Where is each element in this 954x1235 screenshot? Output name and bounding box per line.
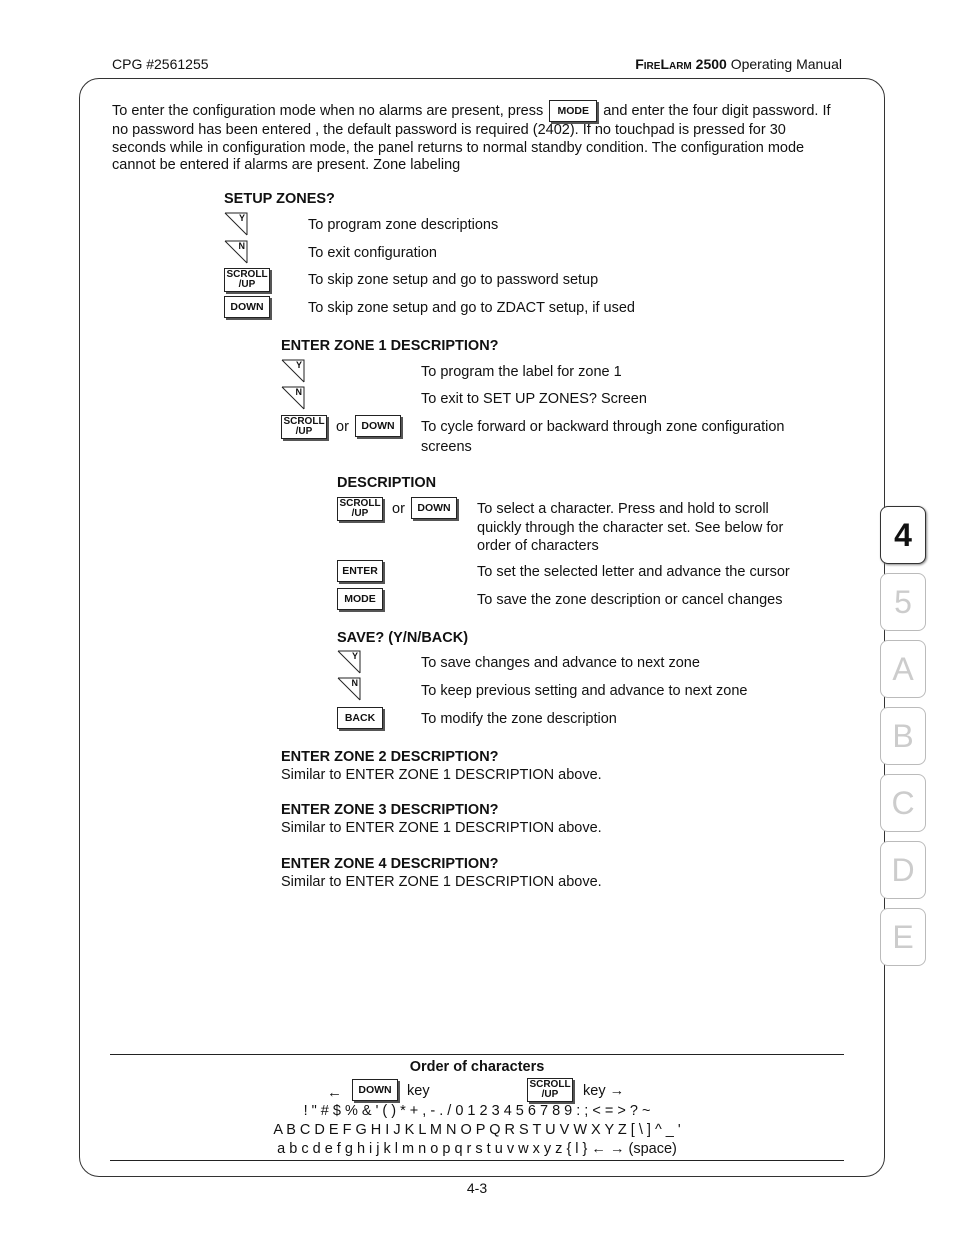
description-scroll-text: To select a character. Press and hold to scroll bbox=[477, 501, 769, 517]
setup-zones-y-text: To program zone descriptions bbox=[308, 217, 499, 233]
zone1-scroll-text: To cycle forward or backward through zone configuration bbox=[421, 419, 785, 435]
setup-zones-scroll-text: To skip zone setup and go to password setup bbox=[308, 272, 599, 288]
tab-b[interactable]: B bbox=[880, 707, 926, 765]
mode-key: MODE bbox=[549, 100, 597, 122]
chars-row-uppercase: A B C D E F G H I J K L M N O P Q R S T U V W X Y Z [ \ ] ^ _ ' bbox=[273, 1122, 681, 1138]
save-n-text: To keep previous setting and advance to next zone bbox=[421, 683, 748, 699]
key-right-arrow-label: key → bbox=[583, 1083, 625, 1099]
description-mode-text: To save the zone description or cancel changes bbox=[477, 592, 783, 608]
scroll-up-key: SCROLL /UP bbox=[527, 1078, 573, 1102]
description-scroll-text-2: quickly through the character set. See below for bbox=[477, 520, 784, 536]
description-enter-text: To set the selected letter and advance the cursor bbox=[477, 564, 790, 580]
setup-zones-down-text: To skip zone setup and go to ZDACT setup, if used bbox=[308, 300, 635, 316]
tab-4[interactable]: 4 bbox=[880, 506, 926, 564]
scroll-up-key: SCROLL /UP bbox=[281, 415, 327, 439]
page-frame bbox=[79, 78, 885, 1177]
y-key: Y bbox=[224, 212, 248, 236]
intro-text-3: password. If no password has been entered , the default password is required (2402). If no touchpad is pressed for 30 seconds while in configuration mode, the panel returns to normal standby condition. The configuration mode cannot be entered if alarms are present. Zone labeling bbox=[112, 102, 831, 173]
scroll-up-key: SCROLL /UP bbox=[337, 497, 383, 521]
chars-row-lowercase: a b c d e f g h i j k l m n o p q r s t u v w x y z { l } ← → (space) bbox=[277, 1141, 677, 1157]
tab-a[interactable]: A bbox=[880, 640, 926, 698]
save-y-text: To save changes and advance to next zone bbox=[421, 655, 700, 671]
zone1-scroll-text-2: screens bbox=[421, 439, 472, 455]
order-title: Order of characters bbox=[409, 1059, 545, 1075]
intro-paragraph bbox=[112, 100, 842, 175]
intro-text-2: and enter the four digit bbox=[603, 102, 749, 119]
tab-c[interactable]: C bbox=[880, 774, 926, 832]
left-arrow: ← bbox=[327, 1084, 342, 1101]
setup-zones-title: SETUP ZONES? bbox=[224, 191, 335, 207]
description-scroll-text-3: order of characters bbox=[477, 538, 599, 554]
n-key: N bbox=[224, 240, 248, 264]
save-title: SAVE? (Y/N/BACK) bbox=[337, 630, 469, 646]
or-label: or bbox=[336, 419, 349, 435]
zone1-n-text: To exit to SET UP ZONES? Screen bbox=[421, 391, 647, 407]
y-key: Y bbox=[337, 650, 361, 674]
header-doc-id: CPG #2561255 bbox=[112, 56, 209, 72]
top-rule bbox=[110, 1054, 844, 1055]
mode-key: MODE bbox=[337, 588, 383, 610]
description-title: DESCRIPTION bbox=[337, 475, 437, 491]
zone4-text: Similar to ENTER ZONE 1 DESCRIPTION above. bbox=[281, 874, 602, 890]
zone4-title: ENTER ZONE 4 DESCRIPTION? bbox=[281, 856, 499, 872]
scroll-up-key: SCROLL /UP bbox=[224, 268, 270, 292]
down-key: DOWN bbox=[411, 497, 457, 519]
zone3-text: Similar to ENTER ZONE 1 DESCRIPTION above. bbox=[281, 820, 602, 836]
save-back-text: To modify the zone description bbox=[421, 711, 617, 727]
or-label: or bbox=[392, 501, 405, 517]
n-key: N bbox=[337, 677, 361, 701]
tab-d[interactable]: D bbox=[880, 841, 926, 899]
enter-key: ENTER bbox=[337, 560, 383, 582]
header-brand: FireLarm 2500 bbox=[635, 56, 727, 72]
key-label: key bbox=[407, 1083, 430, 1099]
tab-e[interactable]: E bbox=[880, 908, 926, 966]
zone3-title: ENTER ZONE 3 DESCRIPTION? bbox=[281, 802, 499, 818]
zone2-text: Similar to ENTER ZONE 1 DESCRIPTION above. bbox=[281, 767, 602, 783]
chars-row-symbols: ! " # $ % & ' ( ) * + , - . / 0 1 2 3 4 5 6 7 8 9 : ; < = > ? ~ bbox=[303, 1103, 651, 1119]
header-title bbox=[635, 56, 842, 72]
back-key: BACK bbox=[337, 707, 383, 729]
zone1-y-text: To program the label for zone 1 bbox=[421, 364, 622, 380]
bottom-rule bbox=[110, 1160, 844, 1161]
zone1-title: ENTER ZONE 1 DESCRIPTION? bbox=[281, 338, 499, 354]
tab-5[interactable]: 5 bbox=[880, 573, 926, 631]
y-key: Y bbox=[281, 359, 305, 383]
down-key: DOWN bbox=[352, 1079, 398, 1101]
header-title-suffix: Operating Manual bbox=[726, 56, 842, 72]
zone2-title: ENTER ZONE 2 DESCRIPTION? bbox=[281, 749, 499, 765]
down-key: DOWN bbox=[224, 296, 270, 318]
page-number: 4-3 bbox=[466, 1180, 488, 1196]
n-key: N bbox=[281, 386, 305, 410]
intro-text-1: To enter the configuration mode when no alarms are present, press bbox=[112, 102, 544, 119]
setup-zones-n-text: To exit configuration bbox=[308, 245, 437, 261]
down-key: DOWN bbox=[355, 415, 401, 437]
